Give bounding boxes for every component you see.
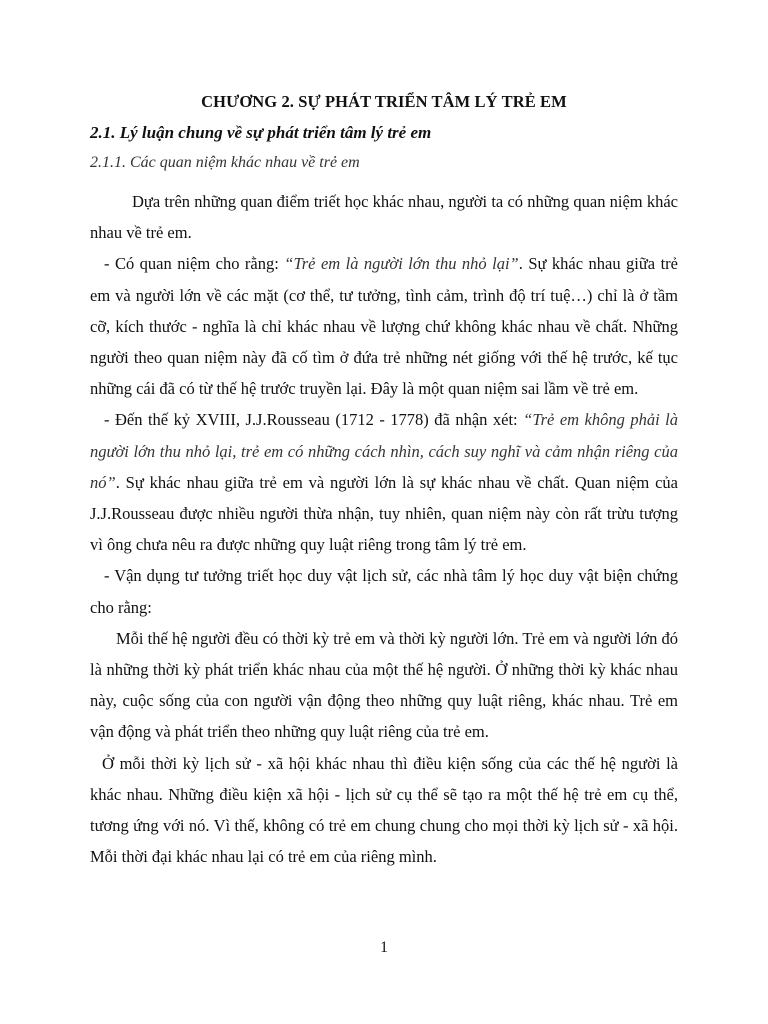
paragraph-rest: . Sự khác nhau giữa trẻ em và người lớn về các mặt (cơ thể, tư tưởng, tình cảm, trình độ trí tuệ…) chỉ là ở tầm cỡ, kích thước - nghĩa là chỉ khác nhau về lượng chứ không khác nhau về chất. Những người theo quan niệm này đã cố tìm ở đứa trẻ những nét giống với thế hệ trước, kế tục những cái đã có từ thế hệ trước truyền lại. Đây là một quan niệm sai lầm về trẻ em.: [90, 254, 678, 399]
section-heading: 2.1. Lý luận chung về sự phát triển tâm lý trẻ em: [90, 123, 432, 142]
paragraph: Mỗi thế hệ người đều có thời kỳ trẻ em và thời kỳ người lớn. Trẻ em và người lớn đó là những thời kỳ phát triển khác nhau của một thế hệ người. Ở những thời kỳ khác nhau này, cuộc sống của con người vận động theo những quy luật riêng, khác nhau. Trẻ em vận động và phát triển theo những quy luật riêng của trẻ em.: [90, 628, 678, 742]
page-number: 1: [380, 939, 388, 956]
subsection-heading: 2.1.1. Các quan niệm khác nhau về trẻ em: [90, 154, 360, 171]
paragraph-lead: - Đến thế kỷ XVIII, J.J.Rousseau (1712 - 1778) đã nhận xét:: [104, 410, 524, 430]
body-text: [90, 186, 678, 872]
paragraph: - Vận dụng tư tưởng triết học duy vật lịch sử, các nhà tâm lý học duy vật biện chứng cho rằng:: [90, 566, 678, 617]
quote: “Trẻ em là người lớn thu nhỏ lại”: [284, 254, 519, 274]
paragraph: Dựa trên những quan điểm triết học khác nhau, người ta có những quan niệm khác nhau về trẻ em.: [90, 192, 678, 243]
quote: “Trẻ em không phải là người lớn thu nhỏ lại, trẻ em có những cách nhìn, cách suy nghĩ và cảm nhận riêng của nó”: [90, 410, 679, 492]
paragraph: [90, 404, 678, 560]
paragraph: [90, 248, 678, 404]
paragraph: Ở mỗi thời kỳ lịch sử - xã hội khác nhau thì điều kiện sống của các thế hệ người là khác nhau. Những điều kiện xã hội - lịch sử cụ thể sẽ tạo ra một thế hệ trẻ em cụ thể, tương ứng với nó. Vì thế, không có trẻ em chung chung cho mọi thời kỳ lịch sử - xã hội. Mỗi thời đại khác nhau lại có trẻ em của riêng mình.: [90, 753, 678, 867]
chapter-title: CHƯƠNG 2. SỰ PHÁT TRIỂN TÂM LÝ TRẺ EM: [201, 92, 567, 111]
paragraph-lead: - Có quan niệm cho rằng:: [104, 254, 285, 274]
paragraph-rest: . Sự khác nhau giữa trẻ em và người lớn là sự khác nhau về chất. Quan niệm của J.J.Rousseau được nhiều người thừa nhận, tuy nhiên, quan niệm này còn rất trừu tượng vì ông chưa nêu ra được những quy luật riêng trong tâm lý trẻ em.: [90, 472, 678, 555]
